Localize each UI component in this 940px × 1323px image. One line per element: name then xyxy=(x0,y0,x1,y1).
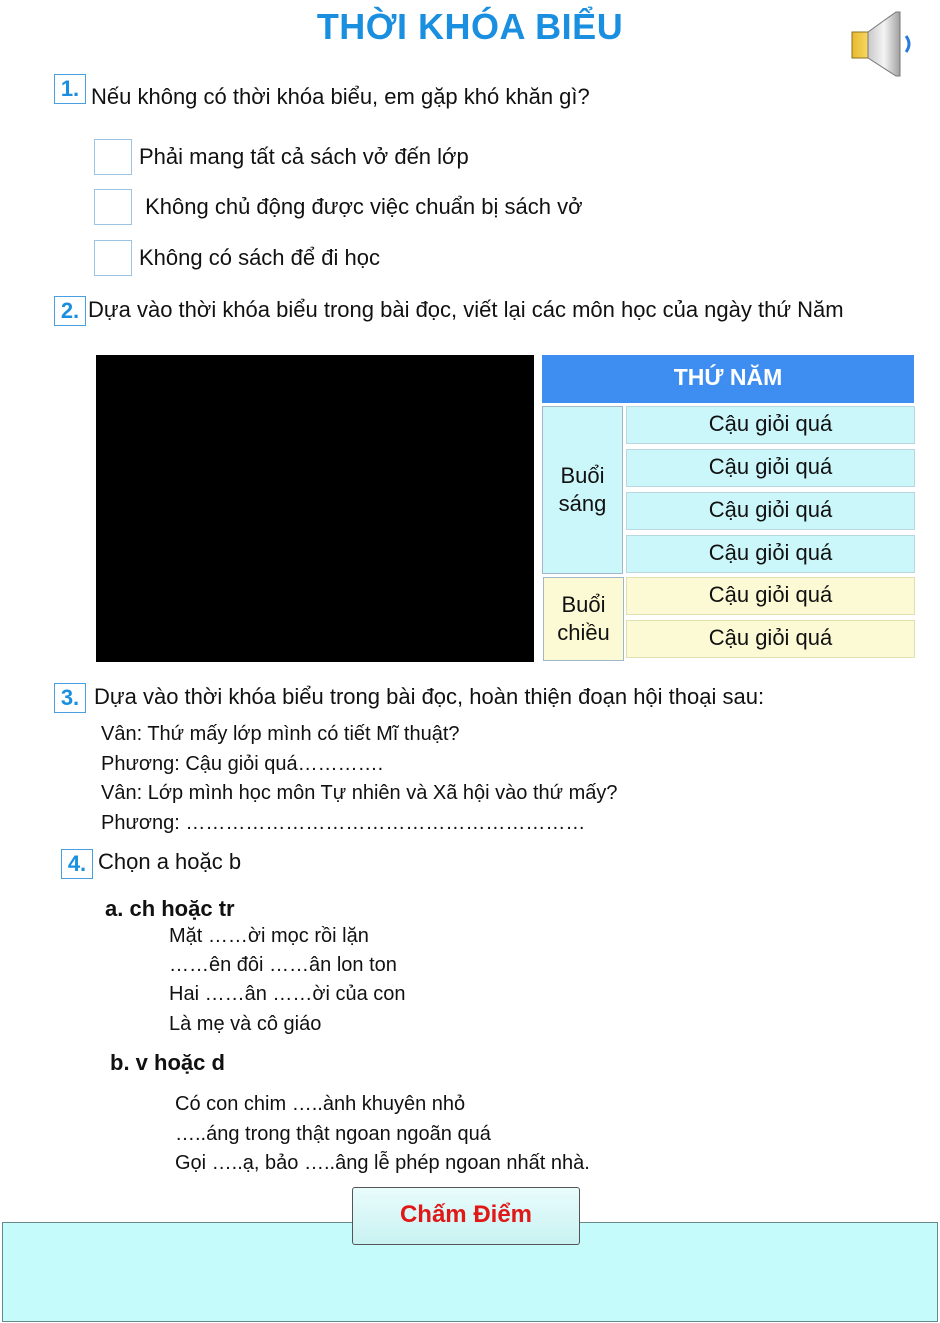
part-b-line-3[interactable]: Gọi …..ạ, bảo …..âng lễ phép ngoan nhất nhà. xyxy=(175,1152,590,1174)
dialogue-line-1: Vân: Thứ mấy lớp mình có tiết Mĩ thuật? xyxy=(101,723,460,745)
option-1-label: Phải mang tất cả sách vở đến lớp xyxy=(139,144,469,169)
part-b-label: b. v hoặc d xyxy=(110,1050,225,1075)
part-a-line-1[interactable]: Mặt ……ời mọc rồi lặn xyxy=(169,925,369,947)
option-1-checkbox[interactable] xyxy=(94,139,132,175)
question-3-text: Dựa vào thời khóa biểu trong bài đọc, hoàn thiện đoạn hội thoại sau: xyxy=(94,684,765,709)
question-1-text: Nếu không có thời khóa biểu, em gặp khó khăn gì? xyxy=(91,84,590,109)
timetable-image xyxy=(96,355,534,662)
question-4-text: Chọn a hoặc b xyxy=(98,849,242,874)
morning-subject-1[interactable]: Cậu giỏi quá xyxy=(626,406,915,444)
morning-session-label xyxy=(542,406,623,574)
morning-subject-2[interactable]: Cậu giỏi quá xyxy=(626,449,915,487)
dialogue-line-2[interactable]: Phương: Cậu giỏi quá…………. xyxy=(101,753,384,775)
dialogue-line-4[interactable]: Phương: …………………………………………………… xyxy=(101,812,586,834)
morning-subject-3[interactable]: Cậu giỏi quá xyxy=(626,492,915,530)
page-title: THỜI KHÓA BIỂU xyxy=(316,6,624,47)
afternoon-label-text: Buổi chiều xyxy=(557,592,610,645)
question-2-number: 2. xyxy=(54,296,86,326)
dialogue-line-3: Vân: Lớp mình học môn Tự nhiên và Xã hội vào thứ mấy? xyxy=(101,782,618,804)
question-3-number: 3. xyxy=(54,683,86,713)
part-a-line-4: Là mẹ và cô giáo xyxy=(169,1013,322,1035)
speaker-icon[interactable] xyxy=(848,8,922,80)
afternoon-subject-1[interactable]: Cậu giỏi quá xyxy=(626,577,915,615)
part-b-line-1[interactable]: Có con chim …..ành khuyên nhỏ xyxy=(175,1093,466,1115)
option-3-checkbox[interactable] xyxy=(94,240,132,276)
question-2-text: Dựa vào thời khóa biểu trong bài đọc, viết lại các môn học của ngày thứ Năm xyxy=(88,297,844,322)
part-a-line-2[interactable]: ……ên đôi ……ân lon ton xyxy=(169,954,397,976)
afternoon-session-label xyxy=(543,577,624,661)
grade-button[interactable]: Chấm Điểm xyxy=(352,1187,580,1245)
afternoon-subject-2[interactable]: Cậu giỏi quá xyxy=(626,620,915,658)
morning-subject-4[interactable]: Cậu giỏi quá xyxy=(626,535,915,573)
part-b-line-2[interactable]: …..áng trong thật ngoan ngoãn quá xyxy=(175,1123,491,1145)
part-a-line-3[interactable]: Hai ……ân ……ời của con xyxy=(169,983,406,1005)
option-2-label: Không chủ động được việc chuẩn bị sách vở xyxy=(139,194,583,219)
thursday-header: THỨ NĂM xyxy=(542,355,914,403)
question-4-number: 4. xyxy=(61,849,93,879)
morning-label-text: Buổi sáng xyxy=(558,463,607,516)
part-a-label: a. ch hoặc tr xyxy=(105,896,235,921)
option-3-label: Không có sách để đi học xyxy=(139,245,380,270)
question-1-number: 1. xyxy=(54,74,86,104)
option-2-checkbox[interactable] xyxy=(94,189,132,225)
